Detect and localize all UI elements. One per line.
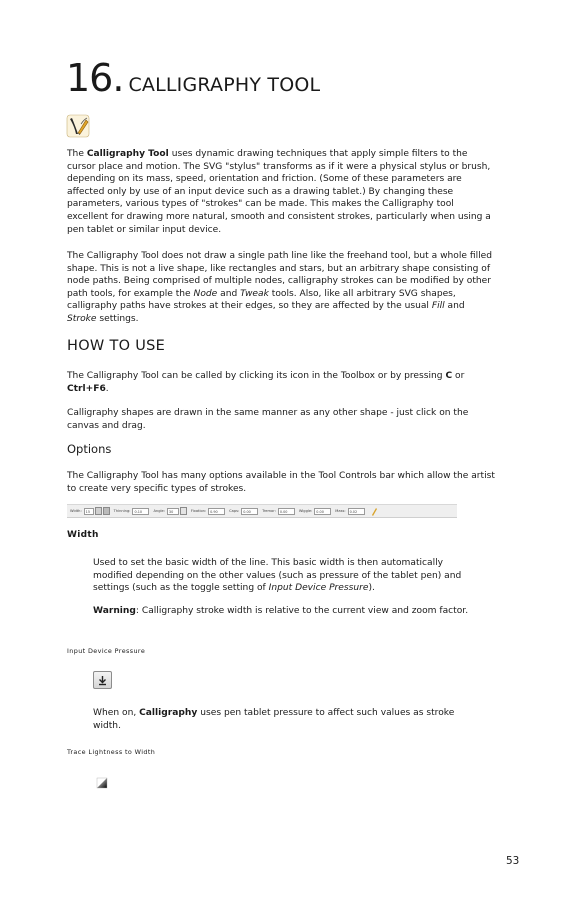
calligraphy-pen-icon [66,114,90,138]
how-to-use-paragraph-2: Calligraphy shapes are drawn in the same manner as any other shape - just click on the canvas and drag. [67,408,469,431]
tool-controls-bar-image [67,504,457,518]
how-to-use-heading: HOW TO USE [67,338,166,354]
lightness-gradient-icon [94,775,110,791]
pressure-toggle-icon [95,507,102,515]
options-paragraph: The Calligraphy Tool has many options available in the Tool Controls bar which allow the artist to create very specific types of strokes. [67,471,495,494]
trace-lightness-heading: Trace Lightness to Width [67,748,156,756]
width-paragraph: Used to set the basic width of the line. This basic width is then automatically modified depending on the other values (such as pressure of the tablet pen) and settings (such as the toggle setting of Input Device Pressure). [93,558,462,594]
how-to-use-paragraph-1: The Calligraphy Tool can be called by clicking its icon in the Toolbox or by pressing C or Ctrl+F6. [67,371,465,394]
thinning-control-field: 0.10 [132,508,149,515]
chapter-heading [66,56,320,100]
chapter-title: CALLIGRAPHY TOOL [128,74,321,96]
fixation-control-field: 0.90 [208,508,225,515]
width-heading: Width [67,530,99,540]
warning-label: Warning [93,606,136,616]
width-control-field: 15 [84,508,94,515]
angle-control-label: Angle: [153,509,165,513]
thinning-control-label: Thinning: [113,509,131,513]
width-warning: Warning: Calligraphy stroke width is relative to the current view and zoom factor. [93,606,469,616]
options-heading: Options [67,442,112,456]
fixation-control-label: Fixation: [190,509,207,513]
page-number: 53 [506,855,520,867]
mass-control-label: Mass: [335,509,346,513]
pen-icon [371,507,377,516]
width-control-label: Width: [70,509,82,513]
angle-tilt-icon [180,507,187,515]
intro-paragraph-2: The Calligraphy Tool does not draw a single path line like the freehand tool, but a whole filled shape. This is not a live shape, like rectangles and stars, but an arbitrary shape consisting of node paths. Being comprised of multiple nodes, calligraphy strokes can be modified by other path tools, for example the Node and Tweak tools. Also, like all arbitrary SVG shapes, calligraphy paths have strokes at their edges, so they are affected by the usual Fill and Stroke settings. [67,251,493,324]
caps-control-field: 0.00 [241,508,258,515]
wiggle-control-field: 0.00 [314,508,331,515]
angle-control-field: 30 [167,508,179,515]
input-device-pressure-heading: Input Device Pressure [67,647,146,655]
tilt-toggle-icon [103,507,110,515]
mass-control-field: 0.02 [348,508,365,515]
intro-paragraph-1: The Calligraphy Tool uses dynamic drawing techniques that apply simple filters to the cursor place and motion. The SVG "stylus" transforms as if it were a physical stylus or brush, depending on its mass, speed, orientation and friction. (Some of these parameters are affected only by use of an input device such as a drawing tablet.) By changing these parameters, various types of "strokes" can be made. This makes the Calligraphy tool excellent for drawing more natural, smooth and consistent strokes, particularly when using a pen tablet or similar input device. [67,149,491,235]
tremor-control-label: Tremor: [262,509,276,513]
tremor-control-field: 0.00 [278,508,295,515]
caps-control-label: Caps: [229,509,240,513]
chapter-number: 16. [66,56,124,100]
pressure-paragraph: When on, Calligraphy uses pen tablet pressure to affect such values as stroke width. [93,708,455,731]
calligraphy-tool-term: Calligraphy Tool [86,149,169,159]
wiggle-control-label: Wiggle: [298,509,313,513]
pressure-arrow-icon [93,671,112,689]
